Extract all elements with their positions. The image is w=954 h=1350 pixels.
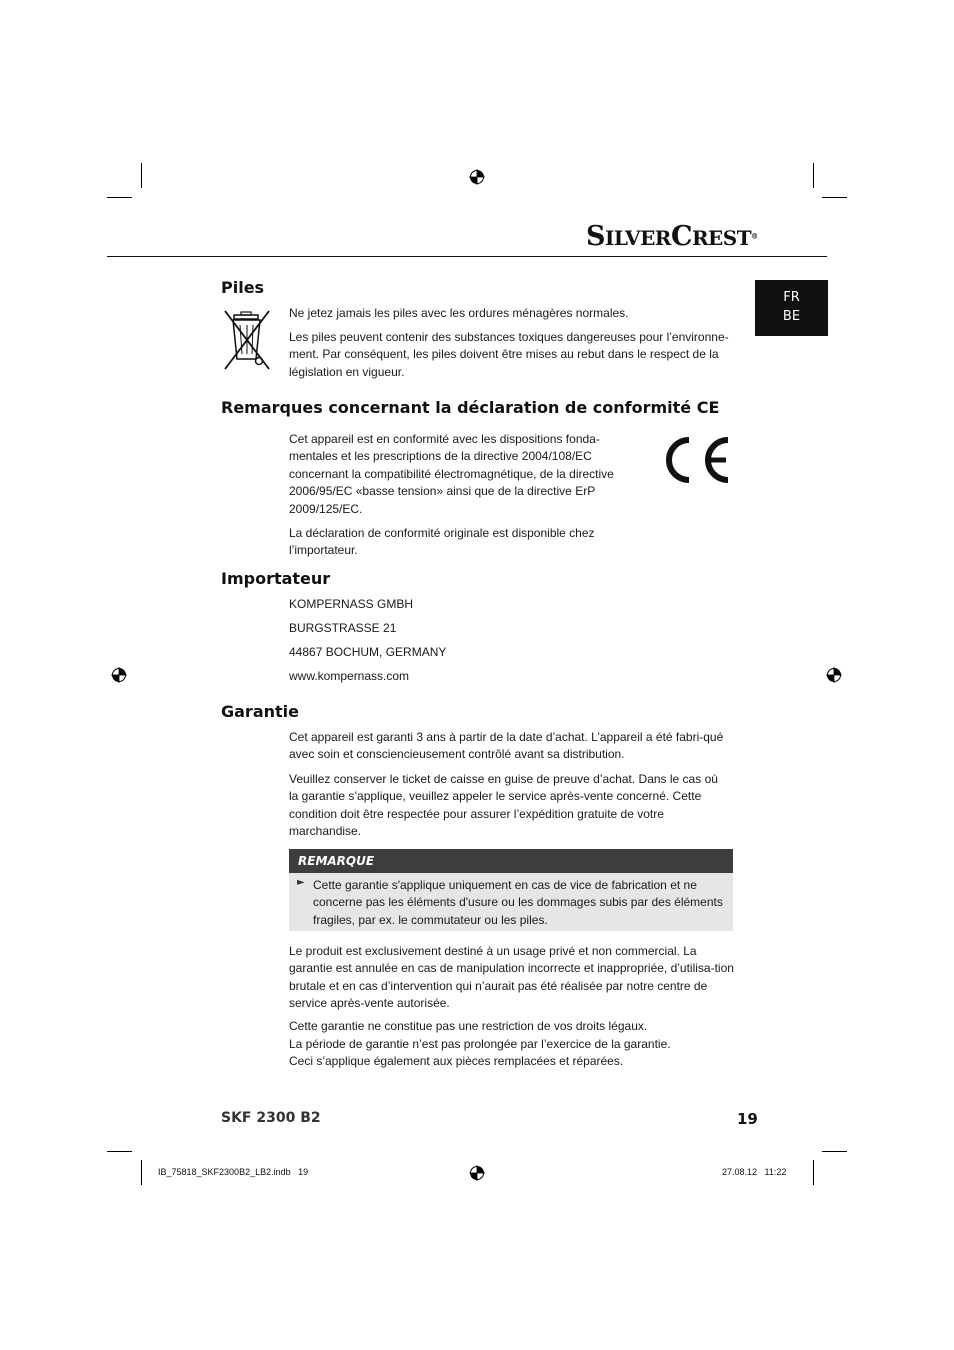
registration-target-icon bbox=[469, 169, 485, 185]
footer-model-number: SKF 2300 B2 bbox=[221, 1110, 321, 1126]
section-heading-warranty: Garantie bbox=[221, 702, 299, 721]
piles-paragraph-1: Ne jetez jamais les piles avec les ordures ménagères normales. bbox=[289, 306, 629, 320]
crop-mark bbox=[141, 1160, 142, 1185]
registration-target-icon bbox=[111, 667, 127, 683]
warranty-paragraph-6: Ceci s’applique également aux pièces remplacées et réparées. bbox=[289, 1054, 624, 1068]
crop-mark bbox=[107, 1151, 132, 1152]
warranty-paragraph-3: Le produit est exclusivement destiné à un usage privé et non commercial. La garantie est annulée en cas de manipulation incorrecte et inappropriée, d’utilisa-tion brutale et en cas d’intervention qui n’aurait pas été réalisée par notre centre de service après-vente autorisée. bbox=[289, 944, 734, 1011]
crop-mark bbox=[813, 1160, 814, 1185]
crop-mark bbox=[813, 163, 814, 188]
importer-website-link[interactable]: www.kompernass.com bbox=[289, 669, 410, 683]
warranty-paragraph-4: Cette garantie ne constitue pas une restriction de vos droits légaux. bbox=[289, 1019, 648, 1033]
crop-mark bbox=[822, 197, 847, 198]
crop-mark bbox=[141, 163, 142, 188]
piles-paragraph-2: Les piles peuvent contenir des substances toxiques dangereuses pour l’environne-ment. Par conséquent, les piles doivent être mises au rebut dans le respect de la législation en vigueur. bbox=[289, 330, 729, 379]
warranty-paragraph-2: Veuillez conserver le ticket de caisse en guise de preuve d’achat. Dans le cas où la garantie s’applique, veuillez appeler le service après-vente concerné. Cette condition doit être respectée pour assurer l’expédition gratuite de votre marchandise. bbox=[289, 772, 718, 839]
importer-company: KOMPERNASS GMBH bbox=[289, 597, 414, 611]
note-title: REMARQUE bbox=[289, 849, 733, 873]
language-code-fr: FR bbox=[783, 290, 800, 305]
section-heading-piles: Piles bbox=[221, 278, 265, 297]
section-heading-conformity: Remarques concernant la déclaration de conformité CE bbox=[221, 398, 720, 417]
note-text: Cette garantie s'applique uniquement en cas de vice de fabrication et ne concerne pas les éléments d'usure ou les dommages subis par des éléments fragiles, par ex. le commutateur ou les piles. bbox=[313, 878, 723, 927]
silvercrest-logo: SILVERCREST® bbox=[586, 221, 758, 252]
crossed-out-wheelie-bin-icon bbox=[221, 307, 273, 371]
registration-target-icon bbox=[469, 1165, 485, 1181]
conformity-paragraph-1: Cet appareil est en conformité avec les dispositions fonda-mentales et les prescriptions de la directive 2004/108/EC concernant la compatibilité électromagnétique, de la directive 2006/95/EC «basse tension» ainsi que de la directive ErP 2009/125/EC. bbox=[289, 432, 614, 516]
arrow-bullet-icon: ► bbox=[297, 877, 305, 888]
conformity-paragraph-2: La déclaration de conformité originale est disponible chez l’importateur. bbox=[289, 526, 595, 558]
print-slug-date: 27.08.12 11:22 bbox=[722, 1167, 787, 1177]
page-number: 19 bbox=[737, 1110, 758, 1128]
header-rule bbox=[107, 256, 827, 257]
warranty-paragraph-1: Cet appareil est garanti 3 ans à partir de la date d’achat. L’appareil a été fabri-qué avec soin et consciencieusement contrôlé avant sa distribution. bbox=[289, 730, 724, 762]
registration-target-icon bbox=[826, 667, 842, 683]
ce-mark-icon bbox=[658, 434, 730, 486]
crop-mark bbox=[107, 197, 132, 198]
print-slug-file: IB_75818_SKF2300B2_LB2.indb 19 bbox=[158, 1167, 309, 1177]
crop-mark bbox=[822, 1151, 847, 1152]
importer-street: BURGSTRASSE 21 bbox=[289, 621, 397, 635]
warranty-paragraph-5: La période de garantie n’est pas prolongée par l’exercice de la garantie. bbox=[289, 1037, 671, 1051]
importer-city: 44867 BOCHUM, GERMANY bbox=[289, 645, 447, 659]
language-code-be: BE bbox=[782, 309, 801, 324]
section-heading-importer: Importateur bbox=[221, 569, 331, 588]
language-tab bbox=[755, 280, 828, 336]
